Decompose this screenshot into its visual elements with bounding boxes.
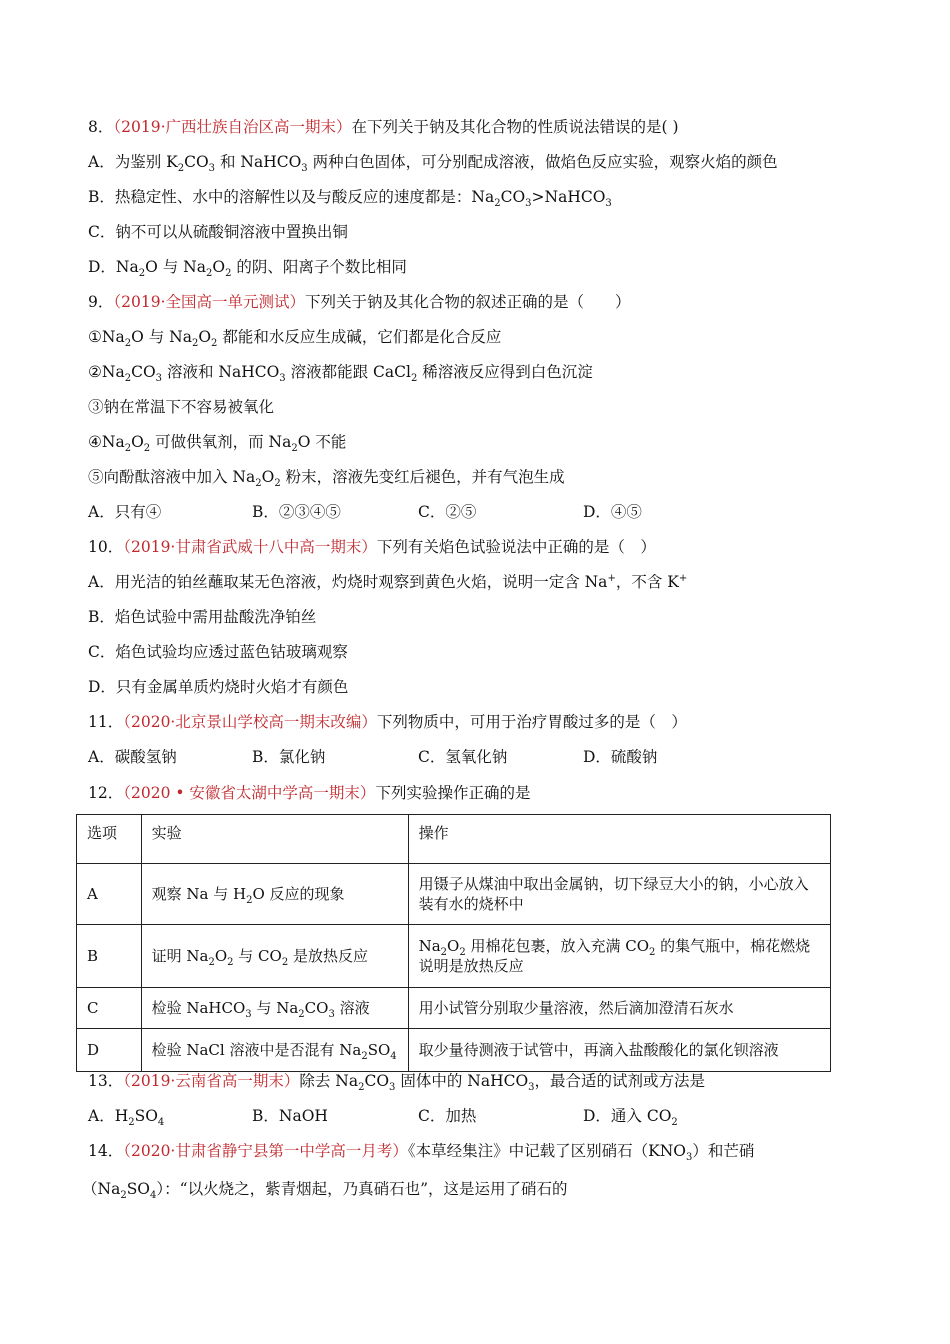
q9-option-a: A．只有④ <box>88 503 162 521</box>
q12-source: （2020 • 安徽省太湖中学高一期末） <box>123 784 376 802</box>
row-experiment: 检验 NaCl 溶液中是否混有 $Na_2SO_4$ <box>141 1029 408 1072</box>
q8-option-b: B．热稳定性、水中的溶解性以及与酸反应的速度都是：$Na_2CO_3>NaHCO_3$ <box>88 188 612 210</box>
row-option: B <box>77 925 142 988</box>
q9-item-1: $①Na_2O$ 与 $Na_2O_2$ 都能和水反应生成碱，它们都是化合反应 <box>88 328 502 350</box>
q13-option-d: D．通入 $CO_2$ <box>583 1107 678 1129</box>
q8-option-c: C．钠不可以从硫酸铜溶液中置换出铜 <box>88 223 348 241</box>
q9-item-2: $②Na_2CO_3$ 溶液和 NaHCO$_3$ 溶液都能跟 CaCl$_2$ 稀溶液反应得到白色沉淀 <box>88 363 593 385</box>
q11-option-a: A．碳酸氢钠 <box>88 748 177 766</box>
q10-stem: 10．（2019·甘肃省武威十八中高一期末）下列有关焰色试验说法中正确的是（ ） <box>88 538 656 556</box>
q14-stem: 14．（2020·甘肃省静宁县第一中学高一月考）《本草经集注》中记载了区别硝石$(KNO_3)$和芒硝 <box>88 1142 755 1164</box>
row-experiment: 观察 Na 与 $H_2O$ 反应的现象 <box>141 864 408 925</box>
q13-option-c: C．加热 <box>418 1107 477 1125</box>
table-header-row <box>77 815 831 864</box>
q10-option-a: A．用光洁的铂丝蘸取某无色溶液，灼烧时观察到黄色火焰，说明一定含 Na+，不含 K+ <box>88 572 688 591</box>
q11-option-b: B．氯化钠 <box>252 748 326 766</box>
table-row <box>77 864 831 925</box>
q9-item-5: ⑤向酚酞溶液中加入 $Na_2O_2$ 粉末，溶液先变红后褪色，并有气泡生成 <box>88 468 565 490</box>
header-experiment: 实验 <box>141 815 408 864</box>
q10-option-b: B．焰色试验中需用盐酸洗净铂丝 <box>88 608 317 626</box>
header-option: 选项 <box>77 815 142 864</box>
q11-source: （2020·北京景山学校高一期末改编） <box>123 713 377 731</box>
q14-stem-line2: $(Na_2SO_4)$：“以火烧之，紫青烟起，乃真硝石也”，这是运用了硝石的 <box>82 1180 568 1202</box>
q11-stem: 11．（2020·北京景山学校高一期末改编）下列物质中，可用于治疗胃酸过多的是（ ） <box>88 713 687 731</box>
q9-option-d: D．④⑤ <box>583 503 642 521</box>
q13-option-a: A．$H_2SO_4$ <box>88 1107 165 1129</box>
q14-source: （2020·甘肃省静宁县第一中学高一月考） <box>123 1142 408 1160</box>
q9-option-b: B．②③④⑤ <box>252 503 341 521</box>
table-row <box>77 925 831 988</box>
row-option: D <box>77 1029 142 1072</box>
q13-stem: 13．（2019·云南省高一期末）除去 $Na_2CO_3$ 固体中的 NaHCO$_3$，最合适的试剂或方法是 <box>88 1072 706 1094</box>
q11-option-c: C．氢氧化钠 <box>418 748 508 766</box>
q13-source: （2019·云南省高一期末） <box>123 1072 300 1090</box>
header-operation: 操作 <box>408 815 830 864</box>
row-operation: 用镊子从煤油中取出金属钠，切下绿豆大小的钠，小心放入装有水的烧杯中 <box>408 864 830 925</box>
q10-source: （2019·甘肃省武威十八中高一期末） <box>123 538 377 556</box>
q12-stem: 12．（2020 • 安徽省太湖中学高一期末）下列实验操作正确的是 <box>88 784 531 802</box>
row-experiment: 检验 NaHCO$_3$ 与 $Na_2CO_3$ 溶液 <box>141 988 408 1029</box>
q8-option-a: A．为鉴别 $K_2CO_3$ 和 NaHCO$_3$ 两种白色固体，可分别配成溶液，做焰色反应实验，观察火焰的颜色 <box>88 153 778 175</box>
q9-item-4: $④Na_2O_2$ 可做供氧剂，而 $Na_2O$ 不能 <box>88 433 347 455</box>
row-operation: 取少量待测液于试管中，再滴入盐酸酸化的氯化钡溶液 <box>408 1029 830 1072</box>
row-option: C <box>77 988 142 1029</box>
q8-option-d: D．$Na_2O$ 与 $Na_2O_2$ 的阴、阳离子个数比相同 <box>88 258 407 280</box>
q10-option-d: D．只有金属单质灼烧时火焰才有颜色 <box>88 678 349 696</box>
table-row <box>77 988 831 1029</box>
q10-option-c: C．焰色试验均应透过蓝色钴玻璃观察 <box>88 643 348 661</box>
q11-option-d: D．硫酸钠 <box>583 748 658 766</box>
q9-source: （2019·全国高一单元测试） <box>113 293 305 311</box>
row-operation: 用小试管分别取少量溶液，然后滴加澄清石灰水 <box>408 988 830 1029</box>
q9-option-c: C．②⑤ <box>418 503 477 521</box>
q13-option-b: B．NaOH <box>252 1107 328 1125</box>
q8-stem: 8．（2019·广西壮族自治区高一期末）在下列关于钠及其化合物的性质说法错误的是( ) <box>88 118 679 136</box>
row-operation: $Na_2O_2$ 用棉花包裹，放入充满 $CO_2$ 的集气瓶中，棉花燃烧说明是放热反应 <box>408 925 830 988</box>
q9-item-3: ③钠在常温下不容易被氧化 <box>88 398 275 416</box>
row-option: A <box>77 864 142 925</box>
q8-source: （2019·广西壮族自治区高一期末） <box>113 118 352 136</box>
q9-stem: 9．（2019·全国高一单元测试）下列关于钠及其化合物的叙述正确的是（ ） <box>88 293 631 311</box>
table-row <box>77 1029 831 1072</box>
row-experiment: 证明 $Na_2O_2$ 与 $CO_2$ 是放热反应 <box>141 925 408 988</box>
q12-table <box>76 814 831 1072</box>
